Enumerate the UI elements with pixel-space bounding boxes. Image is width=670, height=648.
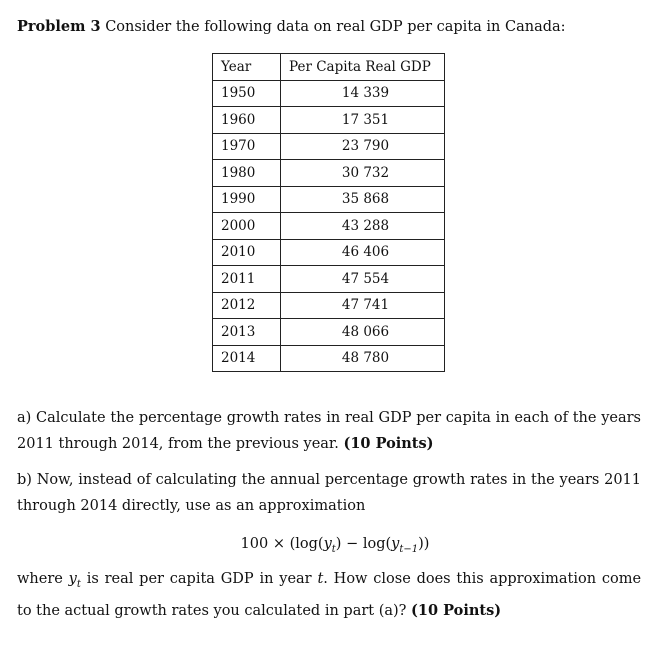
- gdp-value-cell: 47 741: [281, 292, 445, 319]
- table-row: [213, 160, 445, 187]
- table-row: [213, 266, 445, 293]
- table-row: [213, 133, 445, 160]
- gdp-value-cell: 23 790: [281, 133, 445, 160]
- followup-middle: is real per capita GDP in year: [86, 571, 312, 587]
- table-row: [213, 292, 445, 319]
- table-header-row: [213, 54, 445, 81]
- year-cell: 2014: [213, 345, 281, 372]
- formula-middle: ) − log(: [335, 536, 392, 552]
- table-row: [213, 107, 445, 134]
- year-cell: 2011: [213, 266, 281, 293]
- table-row: [213, 213, 445, 240]
- gdp-value-cell: 14 339: [281, 80, 445, 107]
- table-row: [213, 186, 445, 213]
- year-cell: 2010: [213, 239, 281, 266]
- part-b-points: (10 Points): [411, 601, 502, 619]
- part-b-paragraph: [17, 467, 641, 519]
- formula-var-1: y: [323, 536, 332, 552]
- followup-question: . How close does this approximation come to the actual growth rates you calculated in part (a)?: [17, 571, 642, 619]
- followup-sub: t: [76, 578, 81, 590]
- gdp-value-cell: 47 554: [281, 266, 445, 293]
- gdp-value-cell: 46 406: [281, 239, 445, 266]
- year-cell: 2000: [213, 213, 281, 240]
- year-cell: 2013: [213, 319, 281, 346]
- part-a-points: (10 Points): [343, 435, 434, 452]
- approximation-formula: [0, 531, 670, 563]
- followup-var-t: t: [317, 571, 324, 587]
- year-cell: 1990: [213, 186, 281, 213]
- problem-label: Problem 3: [17, 18, 101, 35]
- formula-prefix: 100 × (log(: [240, 536, 324, 552]
- gdp-table: [212, 53, 445, 372]
- year-cell: 1970: [213, 133, 281, 160]
- problem-heading: [17, 17, 566, 37]
- problem-intro: Consider the following data on real GDP per capita in Canada:: [105, 19, 566, 35]
- table-row: [213, 80, 445, 107]
- gdp-value-cell: 48 780: [281, 345, 445, 372]
- table-row: [213, 345, 445, 372]
- formula-var-2: y: [391, 536, 400, 552]
- part-b-text: b) Now, instead of calculating the annual percentage growth rates in the years 2011 through 2014 directly, use as an approximation: [17, 472, 641, 514]
- gdp-value-cell: 35 868: [281, 186, 445, 213]
- column-header-year: Year: [213, 54, 281, 81]
- gdp-value-cell: 30 732: [281, 160, 445, 187]
- year-cell: 1980: [213, 160, 281, 187]
- formula-sub-1: t: [331, 543, 336, 555]
- formula-sub-2: t−1: [399, 543, 419, 555]
- year-cell: 1960: [213, 107, 281, 134]
- table-row: [213, 319, 445, 346]
- part-a-text: a) Calculate the percentage growth rates in real GDP per capita in each of the years 2011 through 2014, from the previous year.: [17, 410, 641, 452]
- table-row: [213, 239, 445, 266]
- gdp-value-cell: 17 351: [281, 107, 445, 134]
- gdp-value-cell: 43 288: [281, 213, 445, 240]
- followup-var: y: [68, 571, 77, 587]
- year-cell: 1950: [213, 80, 281, 107]
- formula-suffix: )): [418, 536, 430, 552]
- gdp-value-cell: 48 066: [281, 319, 445, 346]
- column-header-gdp: Per Capita Real GDP: [281, 54, 445, 81]
- followup-where: where: [17, 571, 63, 587]
- part-a-paragraph: [17, 405, 641, 457]
- part-b-followup-paragraph: [17, 566, 641, 624]
- year-cell: 2012: [213, 292, 281, 319]
- table-body: [213, 80, 445, 372]
